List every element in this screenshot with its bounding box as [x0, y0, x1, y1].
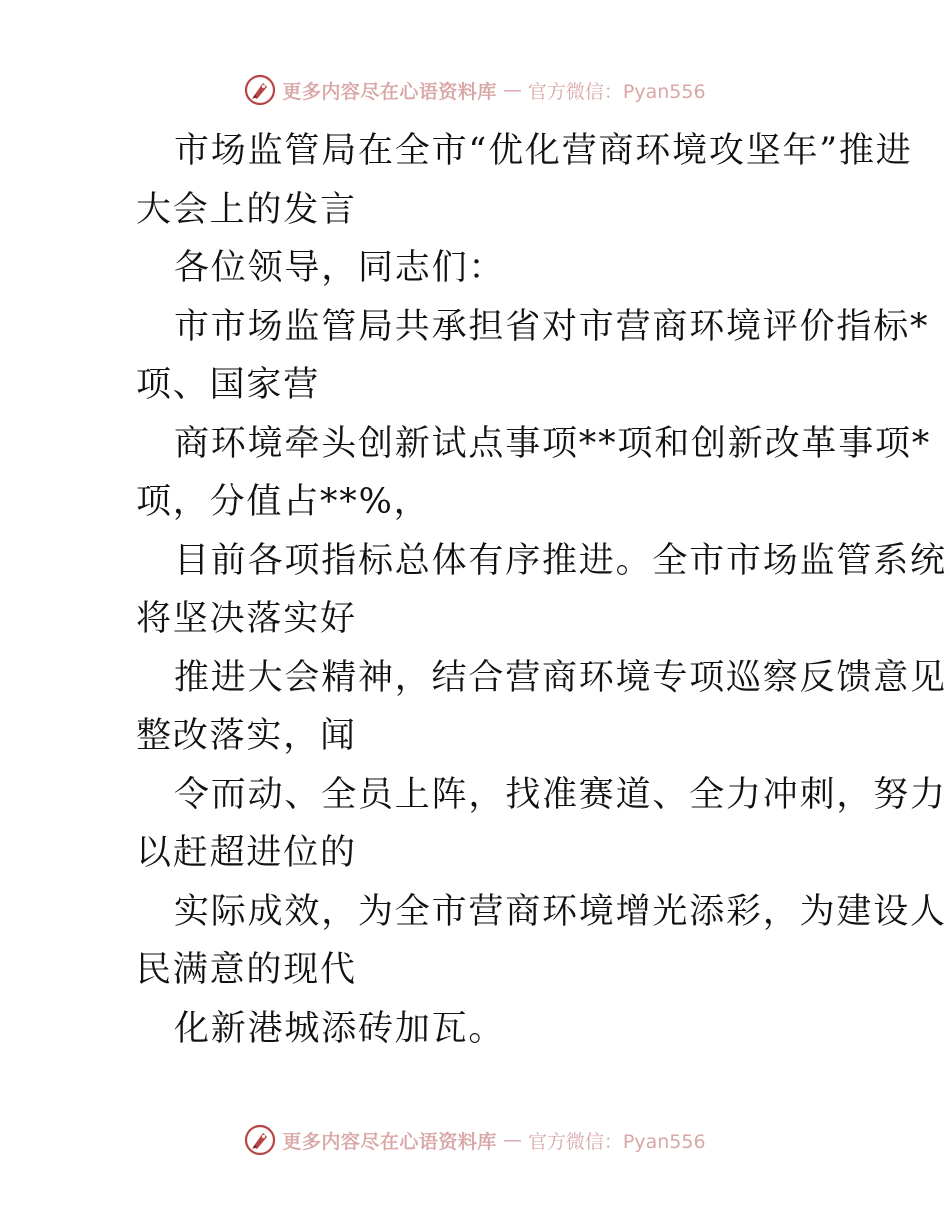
- document-body: [98, 122, 947, 1058]
- watermark-text: 更多内容尽在心语资料库: [282, 1130, 497, 1153]
- text-line: 商环境牵头创新试点事项**项和创新改革事项*: [174, 423, 932, 464]
- watermark-separator: —: [502, 79, 522, 101]
- text-line: 化新港城添砖加瓦。: [174, 1008, 506, 1049]
- text-line: 市场监管局在全市“优化营商环境攻坚年”推进: [174, 131, 913, 171]
- text-line: 市市场监管局共承担省对市营商环境评价指标*: [174, 306, 930, 347]
- text-line: 整改落实，闻: [136, 716, 357, 756]
- text-line: 项、国家营: [136, 365, 321, 405]
- header-watermark: [0, 72, 950, 108]
- pen-nib-logo-icon: [244, 1124, 276, 1156]
- watermark-separator: —: [502, 1129, 522, 1151]
- text-line: 将坚决落实好: [136, 599, 357, 639]
- watermark-wechat: 官方微信：Pyan556: [527, 80, 706, 103]
- text-line: 大会上的发言: [136, 189, 357, 230]
- text-line: 民满意的现代: [136, 950, 357, 990]
- text-line: 目前各项指标总体有序推进。全市市场监管系统: [174, 540, 947, 581]
- document-text: [98, 122, 947, 1058]
- text-line: 实际成效，为全市营商环境增光添彩，为建设人: [174, 891, 947, 932]
- watermark-wechat: 官方微信：Pyan556: [527, 1130, 706, 1153]
- watermark-text: 更多内容尽在心语资料库: [282, 80, 497, 103]
- text-line: 推进大会精神，结合营商环境专项巡察反馈意见: [174, 657, 947, 698]
- footer-watermark: [0, 1122, 950, 1158]
- text-line: 令而动、全员上阵，找准赛道、全力冲刺，努力: [174, 774, 947, 815]
- pen-nib-logo-icon: [244, 74, 276, 106]
- text-line: 各位领导，同志们：: [174, 248, 506, 288]
- text-line: 项，分值占**%，: [136, 482, 431, 522]
- text-line: 以赶超进位的: [136, 833, 357, 873]
